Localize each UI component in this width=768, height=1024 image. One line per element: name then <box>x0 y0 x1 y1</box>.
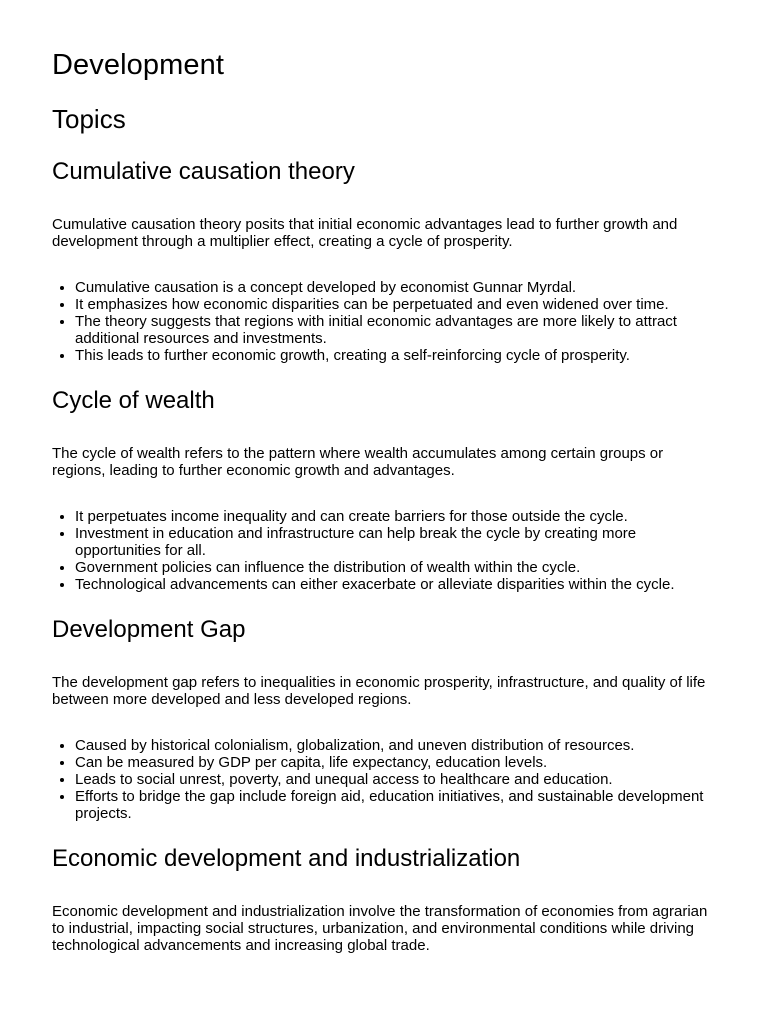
section-cycle-of-wealth <box>52 386 716 593</box>
list-item: • Efforts to bridge the gap include foreign aid, education initiatives, and sustainable development projects. <box>75 788 716 822</box>
section-intro: The cycle of wealth refers to the pattern where wealth accumulates among certain groups or regions, leading to further economic growth and advantages. <box>52 445 664 479</box>
list-item: • Can be measured by GDP per capita, life expectancy, education levels. <box>75 754 716 771</box>
section-development-gap <box>52 615 716 822</box>
section-heading: Cycle of wealth <box>52 387 215 414</box>
section-bullet-list <box>52 279 716 364</box>
section-economic-development <box>52 844 716 954</box>
section-intro: Economic development and industrialization involve the transformation of economies from agrarian to industrial, impacting social structures, urbanization, and environmental conditions while driving technological advancements and increasing global trade. <box>52 903 708 954</box>
section-heading: Development Gap <box>52 616 246 643</box>
list-item: • Caused by historical colonialism, globalization, and uneven distribution of resources. <box>75 737 716 754</box>
list-item: • It perpetuates income inequality and can create barriers for those outside the cycle. <box>75 508 716 525</box>
list-item: • This leads to further economic growth, creating a self-reinforcing cycle of prosperity. <box>75 347 716 364</box>
list-item: • Cumulative causation is a concept developed by economist Gunnar Myrdal. <box>75 279 716 296</box>
section-bullet-list <box>52 737 716 822</box>
section-cumulative-causation <box>52 157 716 364</box>
section-intro: The development gap refers to inequalities in economic prosperity, infrastructure, and quality of life between more developed and less developed regions. <box>52 674 706 708</box>
list-item: • The theory suggests that regions with initial economic advantages are more likely to attract additional resources and investments. <box>75 313 716 347</box>
list-item: • Technological advancements can either exacerbate or alleviate disparities within the cycle. <box>75 576 716 593</box>
section-intro: Cumulative causation theory posits that initial economic advantages lead to further growth and development through a multiplier effect, creating a cycle of prosperity. <box>52 216 678 250</box>
list-item: • It emphasizes how economic disparities can be perpetuated and even widened over time. <box>75 296 716 313</box>
list-item: • Government policies can influence the distribution of wealth within the cycle. <box>75 559 716 576</box>
list-item: • Leads to social unrest, poverty, and unequal access to healthcare and education. <box>75 771 716 788</box>
section-heading: Cumulative causation theory <box>52 158 355 185</box>
topics-heading: Topics <box>52 104 126 134</box>
section-bullet-list <box>52 508 716 593</box>
list-item: • Investment in education and infrastructure can help break the cycle by creating more opportunities for all. <box>75 525 716 559</box>
document-title: Development <box>52 49 224 81</box>
section-heading: Economic development and industrialization <box>52 845 521 872</box>
